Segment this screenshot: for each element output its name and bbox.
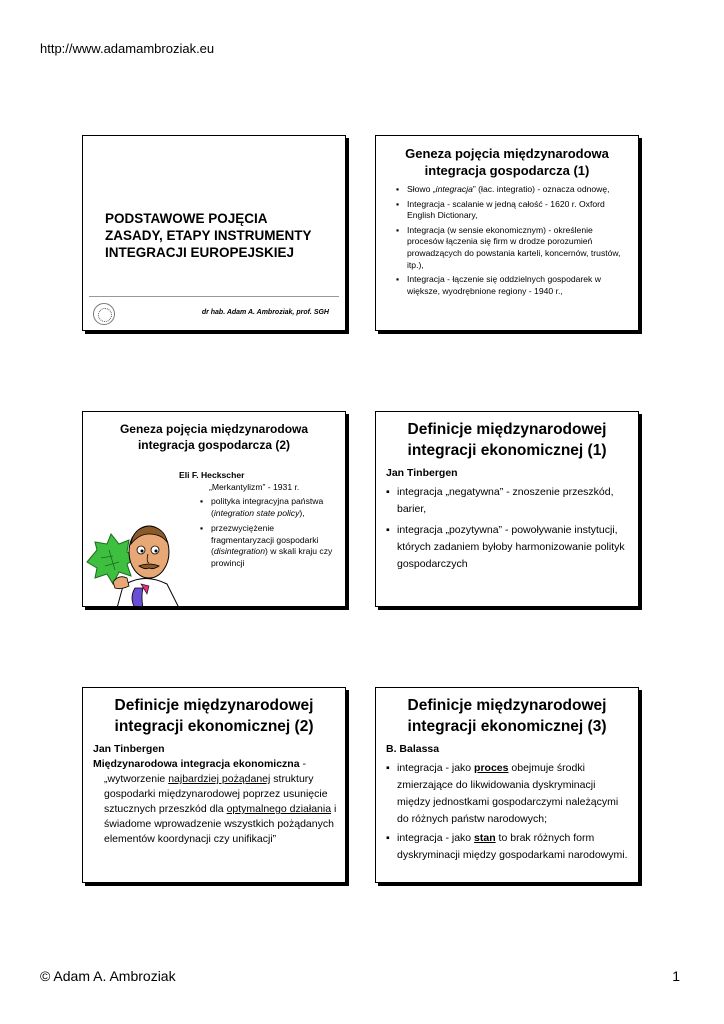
person-name: Jan Tinbergen xyxy=(386,467,458,479)
list-item: ▪ integracja - jako proces obejmuje środki zmierzające do likwidowania dyskryminacji między jednostkami gospodarczymi należącymi do różnych państw narodowych; xyxy=(397,760,630,828)
divider xyxy=(89,296,339,297)
slide-heading xyxy=(83,421,345,453)
list-item: ▪ przezwyciężenie fragmentaryzacji gospodarki (disintegration) w skali kraju czy prowincji xyxy=(211,523,337,569)
work-title: „Merkantylizm” - 1931 r. xyxy=(209,482,300,492)
list-item: ▪ Integracja (w sensie ekonomicznym) - określenie procesów łączenia się firm w drodze porozumień prowadzących do powstania karteli, koncernów, trustów, itp.), xyxy=(407,225,630,271)
bullet-list xyxy=(211,496,337,574)
slide-definitions-1 xyxy=(375,411,639,607)
heading-line: Geneza pojęcia międzynarodowa xyxy=(405,146,609,161)
slide-heading xyxy=(376,419,638,461)
slide-heading xyxy=(376,695,638,737)
heading-line: integracja gospodarcza (1) xyxy=(424,163,590,178)
person-name: Eli F. Heckscher xyxy=(179,470,245,480)
slide-heading xyxy=(83,695,345,737)
slide-heading xyxy=(376,145,638,179)
list-item: ▪ integracja „pozytywna” - powoływanie instytucji, których zadaniem byłoby harmonizowanie polityk gospodarczych xyxy=(397,522,630,573)
list-item: ▪ integracja - jako stan to brak różnych form dyskryminacji między gospodarkami narodowymi. xyxy=(397,830,630,864)
copyright: © Adam A. Ambroziak xyxy=(40,968,176,984)
heading-line: Definicje międzynarodowej xyxy=(114,697,314,714)
heading-line: Definicje międzynarodowej xyxy=(407,421,607,438)
site-url: http://www.adamambroziak.eu xyxy=(40,41,215,56)
heading-line: integracja gospodarcza (2) xyxy=(137,438,291,452)
bullet-list xyxy=(397,760,630,864)
person-name: Jan Tinbergen xyxy=(93,743,165,755)
list-item: ▪ integracja „negatywna” - znoszenie przeszkód, barier, xyxy=(397,484,630,518)
person-name: B. Balassa xyxy=(386,743,440,755)
slide-definitions-2 xyxy=(82,687,346,883)
list-item: ▪ Integracja - łączenie się oddzielnych gospodarek w większe, wyodrębnione regiony - 1940 r., xyxy=(407,274,630,297)
list-item: ▪ Słowo „integracja” (łac. integratio) - oznacza odnowę, xyxy=(407,184,630,196)
definition-label: Międzynarodowa integracja ekonomiczna - xyxy=(93,758,306,770)
slide-author: dr hab. Adam A. Ambroziak, prof. SGH xyxy=(201,309,329,316)
definition-quote: „wytworzenie najbardziej pożądanej struktury gospodarki międzynarodowej poprzez usunięcie sztucznych przeszkód dla optymalnego działania i świadome wprowadzenie wszystkich pożądanych elementów koordynacji czy unifikacji” xyxy=(104,773,337,845)
heading-line: integracji ekonomicznej (2) xyxy=(114,718,314,735)
slide-genesis-1 xyxy=(375,135,639,331)
bullet-list xyxy=(407,184,630,297)
businessman-clipart-icon xyxy=(83,512,183,607)
slide-definitions-3 xyxy=(375,687,639,883)
list-item: ▪ Integracja - scalanie w jedną całość - 1620 r. Oxford English Dictionary, xyxy=(407,199,630,222)
heading-line: Definicje międzynarodowej xyxy=(407,697,607,714)
heading-line: Geneza pojęcia międzynarodowa xyxy=(119,422,309,436)
bullet-list xyxy=(397,484,630,573)
slide-title-heading: PODSTAWOWE POJĘCIA ZASADY, ETAPY INSTRUMENTY INTEGRACJI EUROPEJSKIEJ xyxy=(105,211,312,260)
slide-genesis-2 xyxy=(82,411,346,607)
heading-line: integracji ekonomicznej (1) xyxy=(407,442,607,459)
university-seal-icon xyxy=(93,303,115,325)
heading-line: integracji ekonomicznej (3) xyxy=(407,718,607,735)
page-number: 1 xyxy=(672,968,680,984)
list-item: ▪ polityka integracyjna państwa (integration state policy), xyxy=(211,496,337,519)
slide-title xyxy=(82,135,346,331)
